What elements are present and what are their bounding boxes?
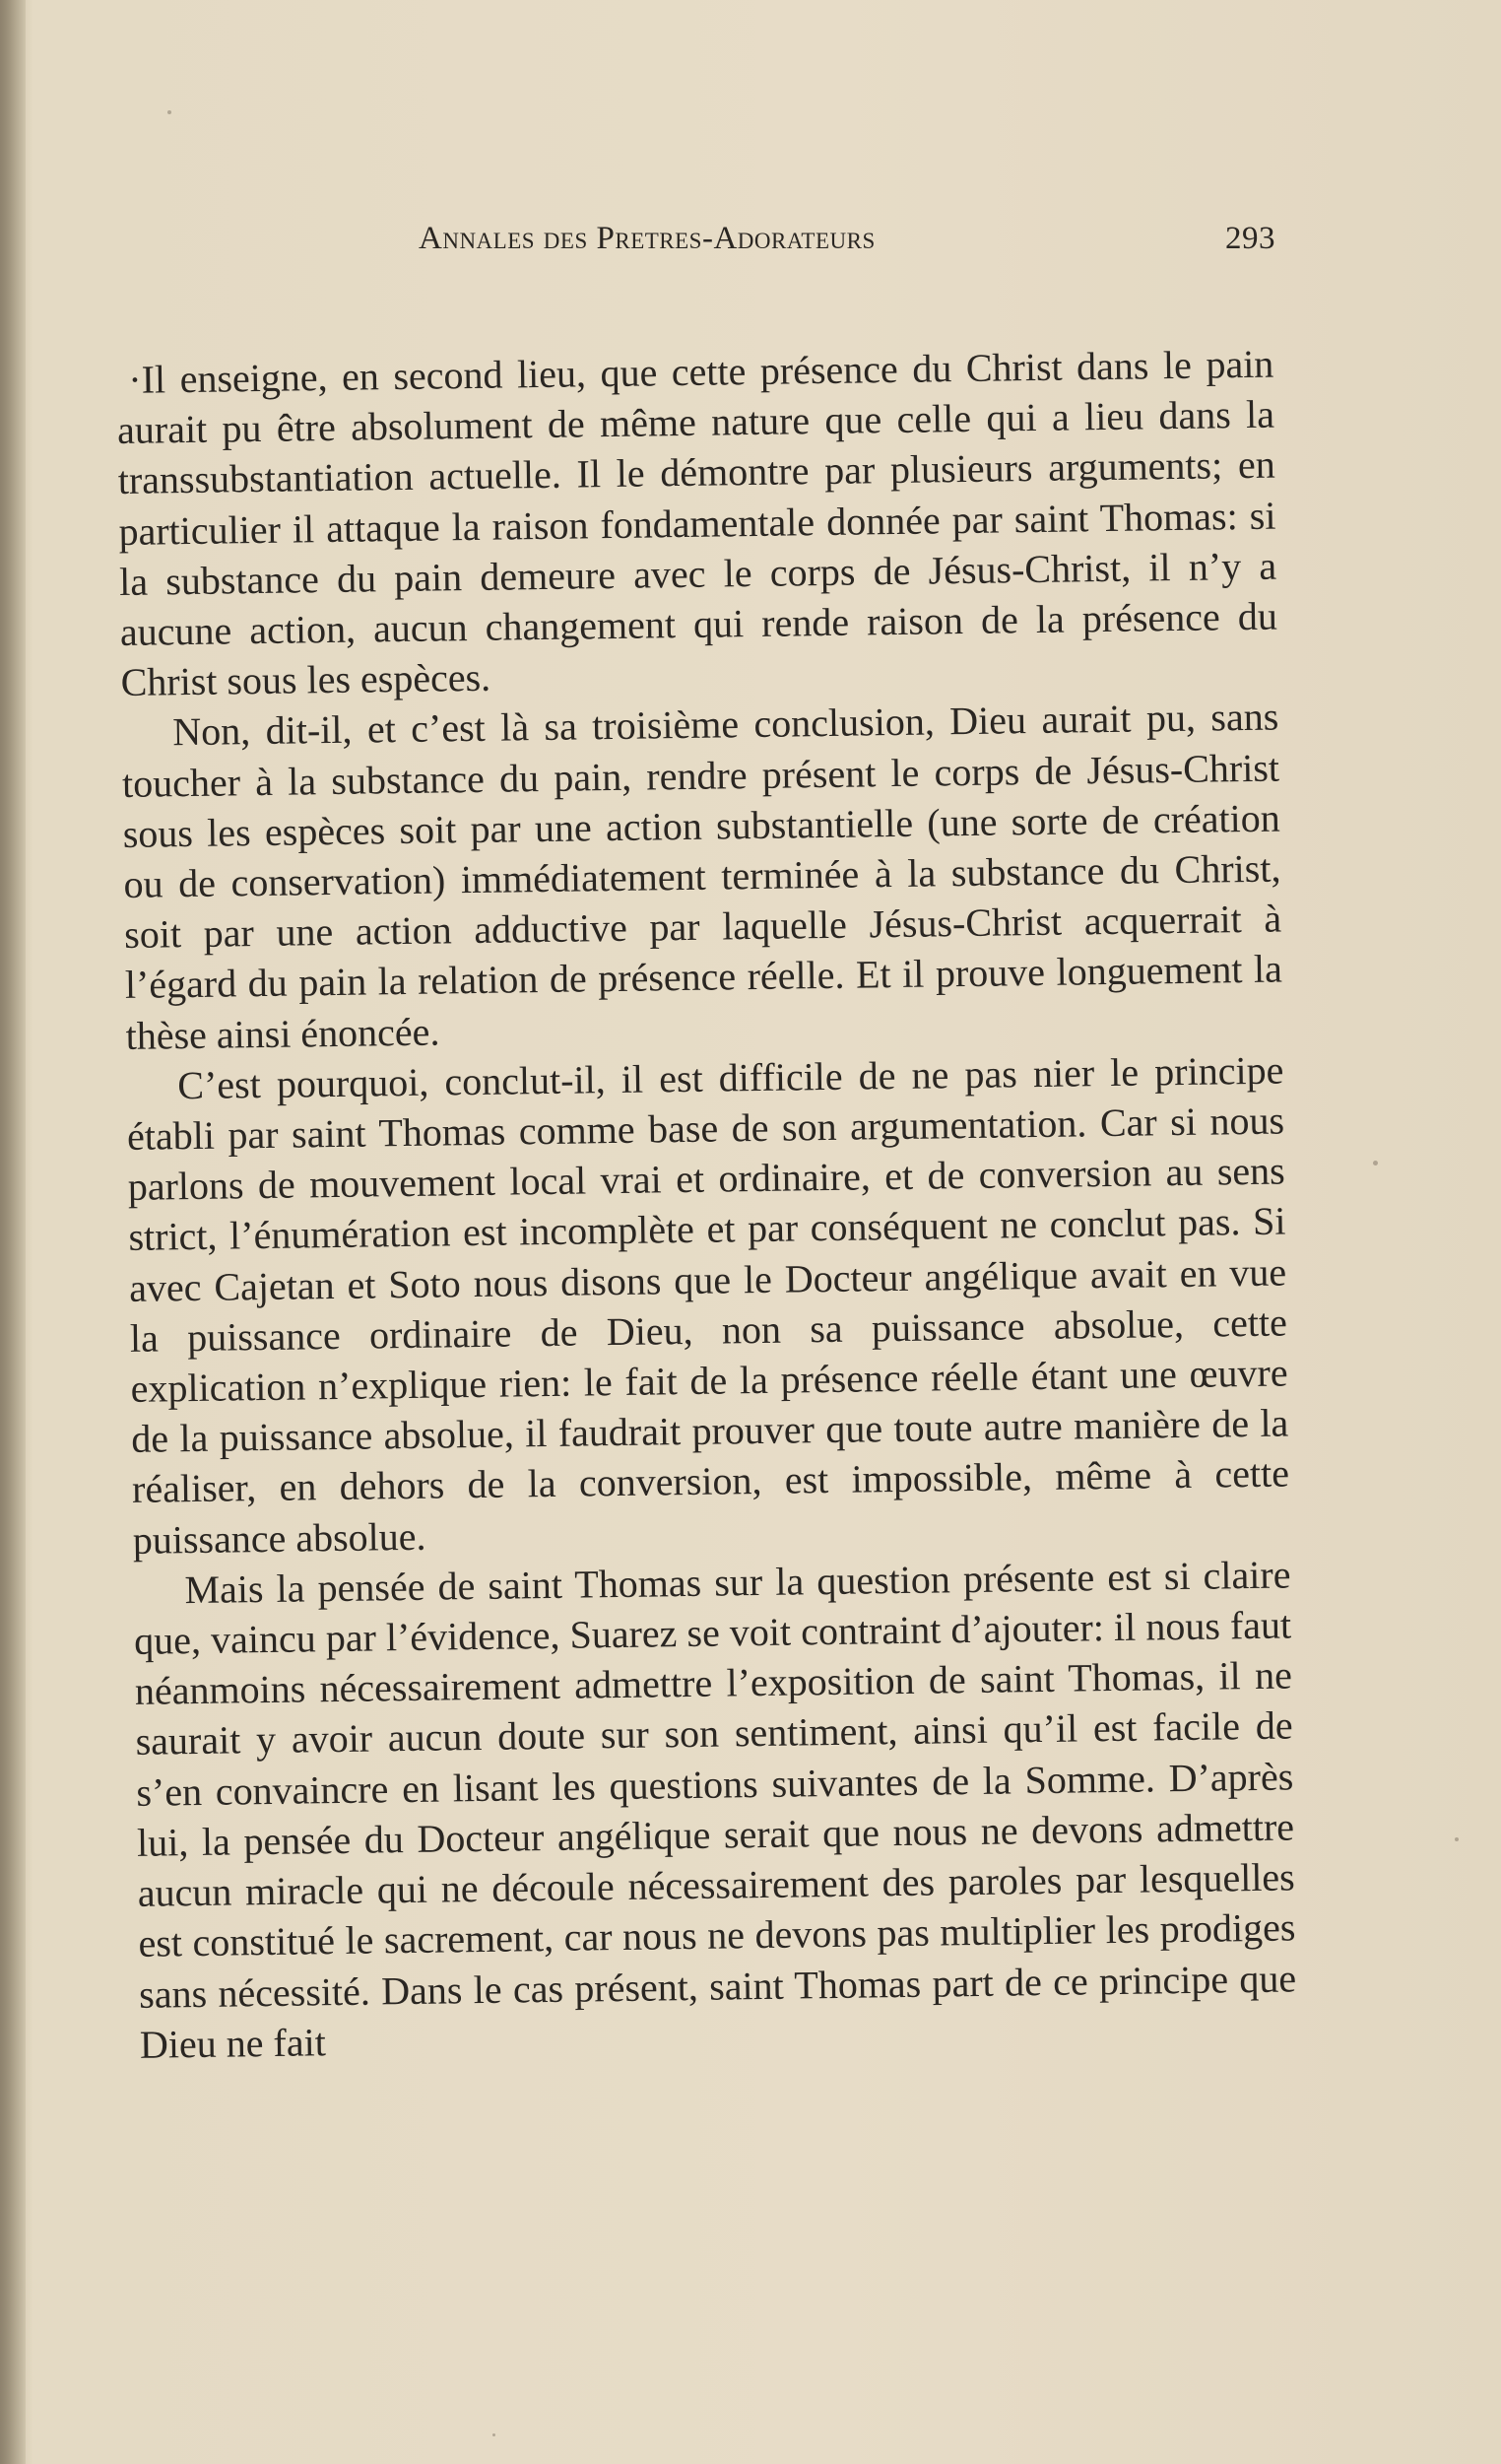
- binding-shadow: [0, 0, 26, 2464]
- paper-speck: [492, 2433, 495, 2436]
- paragraph-4: Mais la pensée de saint Thomas sur la question présente est si claire que, vaincu par l’évidence, Suarez se voit contraint d’ajouter: il nous faut néanmoins nécessairement admettre l’exposition de saint Thomas, il ne saurait y avoir aucun doute sur son sentiment, ainsi qu’il est facile de s’en convaincre en lisant les questions suivantes de la Somme. D’après lui, la pensée du Docteur angélique serait que nous ne devons admettre aucun miracle qui ne découle nécessairement des paroles par lesquelles est constitué le sacrement, car nous ne devons pas multiplier les prodiges sans nécessité. Dans le cas présent, saint Thomas part de ce principe que Dieu ne fait: [133, 1552, 1297, 2067]
- paper-speck: [1455, 1837, 1459, 1841]
- page-number: 293: [1225, 221, 1275, 256]
- running-head: [419, 217, 1275, 260]
- paragraph-3: C’est pourquoi, conclut-il, il est difficile de ne pas nier le principe établi par saint Thomas comme base de son argumentation. Car si nous parlons de mouvement local vrai et ordinaire, et de conversion au sens strict, l’énumération est incomplète et par conséquent ne conclut pas. Si avec Cajetan et Soto nous disons que le Docteur angélique avait en vue la puissance ordinaire de Dieu, non sa puissance absolue, cette explication n’explique rien: le fait de la présence réelle étant une œuvre de la puissance absolue, il faudrait prouver que toute autre manière de la réaliser, en dehors de la conversion, est impossible, même à cette puissance absolue.: [126, 1047, 1290, 1563]
- paragraph-2: Non, dit-il, et c’est là sa troisième conclusion, Dieu aurait pu, sans toucher à la substance du pain, rendre présent le corps de Jésus-Christ sous les espèces soit par une action substantielle (une sorte de création ou de conservation) immédiatement terminée à la substance du Christ, soit par une action adductive par laquelle Jésus-Christ acquerrait à l’égard du pain la relation de présence réelle. Et il prouve longuement la thèse ainsi énoncée.: [121, 694, 1283, 1058]
- paragraph-1: ·Il enseigne, en second lieu, que cette présence du Christ dans le pain aurait pu être absolument de même nature que celle qui a lieu dans la transsubstantiation actuelle. Il le démontre par plusieurs arguments; en particulier il attaque la raison fondamentale donnée par saint Thomas: si la substance du pain demeure avec le corps de Jésus-Christ, il n’y a aucune action, aucun changement qui rende raison de la présence du Christ sous les espèces.: [116, 341, 1278, 705]
- running-title: Annales des Pretres-Adorateurs: [419, 221, 876, 256]
- paper-speck: [1373, 1161, 1378, 1165]
- paper-speck: [167, 110, 171, 114]
- body-text: [116, 339, 1297, 2070]
